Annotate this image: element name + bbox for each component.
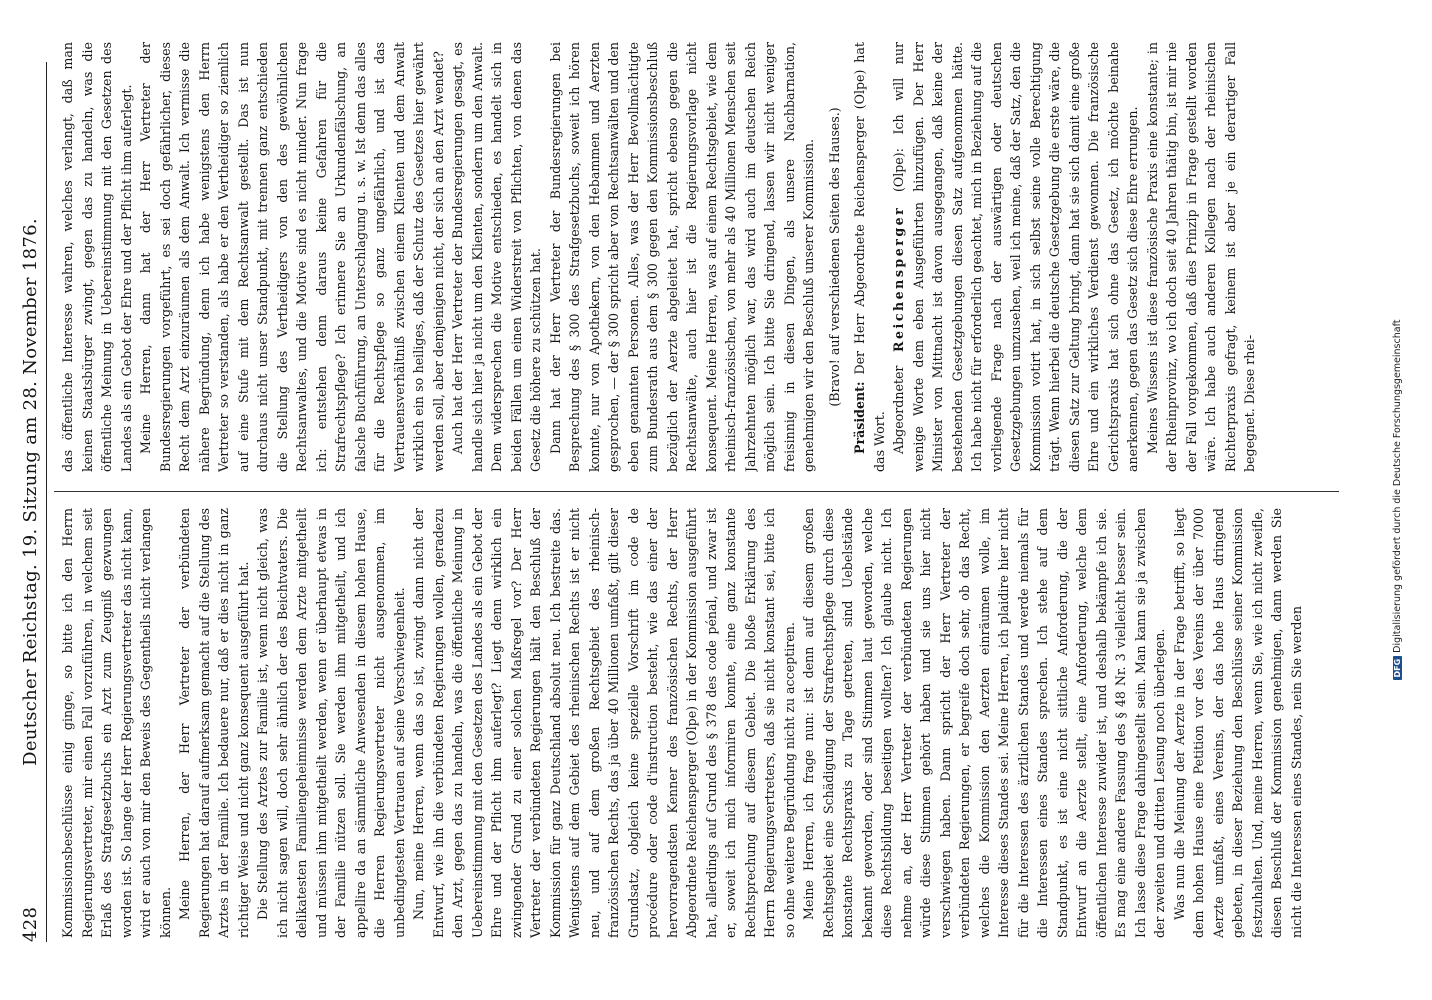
running-head xyxy=(20,42,44,942)
paragraph: Meine Herren, dann hat der Herr Vertreter der Bundesregierungen vorgeführt, es sei doch gefährlicher, dieses Recht dem Arzt einzuräumen als dem Anwalt. Ich vermisse die nähere Begründung, denn ich habe wenigstens den Herrn Vertreter so verstanden, als habe er den Vertheidiger so ziemlich auf eine Stufe mit dem Rechtsanwalt gestellt. Das ist nun durchaus nicht unser Standpunkt, mit trennen ganz entschieden die Stellung des Vertheidigers von den des gewöhnlichen Rechtsanwaltes, und die Motive sind es nicht minder. Nun frage ich: entstehen denn daraus keine Gefahren für die Strafrechtspflege? Ich erinnere Sie an Urkundenfälschung, an falsche Buchführung, an Unterschlagung u. s. w. Ist denn das alles für die Rechtspflege so ganz ungefährlich, und ist das Vertrauensverhältniß zwischen einem Klienten und dem Anwalt wirklich ein so heiliges, daß der Schutz des Gesetzes hier gewährt werden soll, aber demjenigen nicht, der sich an den Arzt wendet? xyxy=(138,42,446,472)
right-column xyxy=(58,42,1338,472)
paragraph: das öffentliche Interesse wahren, welches verlangt, daß man keinen Staatsbürger zwingt, gegen das zu handeln, was die öffentliche Meinung in Uebereinstimmung mit den Gesetzen des Landes als ein Gebot der Ehre und der Pflicht ihm auferlegt. xyxy=(60,42,134,472)
president-statement xyxy=(850,42,889,472)
dfg-logo: DFG xyxy=(1393,656,1402,681)
left-column xyxy=(58,508,1338,938)
paragraph: Meine Herren, der Herr Vertreter der verbündeten Regierungen hat darauf aufmerksam gemacht auf die Stellung des Arztes in der Familie. Ich bedauere nur, daß er dies nicht in ganz richtiger Weise und nicht ganz konsequent ausgeführt hat. xyxy=(177,508,251,938)
header-rule xyxy=(46,62,47,942)
speaker-intro: Abgeordneter xyxy=(891,365,906,454)
digitization-note xyxy=(1392,0,1403,1000)
paragraph: Meine Herren, ich frage nun: ist denn auf diesem großen Rechtsgebiet eine Schädigung der Strafrechtspflege durch diese konstante Rechtspraxis zu Tage getreten, sind Uebelstände bekannt geworden, oder sind Stimmen laut geworden, welche diese Rechtsbildung beseitigen wollten? Ich glaube nicht. Ich nehme an, der Herr Vertreter der verbündeten Regierungen würde diese Stimmen gehört haben und sie uns hier nicht verschwiegen haben. Dann spricht der Herr Vertreter der verbündeten Regierungen, er begreife doch sehr, ob das Recht, welches die Kommission den Aerzten einräumen wolle, im Interesse dieses Standes sei. Meine Herren, ich plaidire hier nicht für die Interessen des ärztlichen Standes und werde niemals für die Interessen eines Standes sprechen. Ich stehe auf dem Standpunkt, es ist eine nicht sittliche Anforderung, die der Entwurf an die Aerzte stellt, eine Anforderung, welche dem öffentlichen Interesse zuwider ist, und deshalb bekämpfe ich sie. Es mag eine andere Fassung des § 48 Nr. 3 vielleicht besser sein. Ich lasse diese Frage dahingestellt sein. Man kann sie ja zwischen der zweiten und dritten Lesung noch überlegen. xyxy=(801,508,1167,938)
paragraph: Die Stellung des Arztes zur Familie ist, wenn nicht gleich, was ich nicht sagen will, doch sehr ähnlich der des Beichtvaters. Die delikatesten Familiengeheimnisse werden dem Arzte mitgetheilt und müssen ihm mitgetheilt werden, wenn er überhaupt etwas in der Familie nützen soll. Sie werden ihm mitgetheilt, und ich appellire da an sämmtliche Anwesenden in diesem hohen Hause, die Herren Regierungsvertreter nicht ausgenommen, im unbedingtesten Vertrauen auf seine Verschwiegenheit. xyxy=(255,508,407,938)
page-number: 428 xyxy=(20,906,41,942)
paragraph: Nun, meine Herren, wenn das so ist, zwingt dann nicht der Entwurf, wie ihn die verbündeten Regierungen wollen, geradezu den Arzt, gegen das zu handeln, was die öffentliche Meinung in Uebereinstimmung mit den Gesetzen des Landes als ein Gebot der Ehre und der Pflicht ihm auferlegt? Liegt denn wirklich ein zwingender Grund zu einer solchen Maßregel vor? Der Herr Vertreter der verbündeten Regierungen hält den Beschluß der Kommission für ganz Deutschland absolut neu. Ich bestreite das. Wenigstens auf dem Gebiet des rheinischen Rechts ist er nicht neu, und auf dem großen Rechtsgebiet des rheinisch-französischen Rechts, das ja über 40 Millionen umfaßt, gilt dieser Grundsatz, obgleich keine spezielle Vorschrift im code de procédure oder code d'instruction besteht, wie das einer der hervorragendsten Kenner des französischen Rechts, der Herr Abgeordnete Reichensperger (Olpe) in der Kommission ausgeführt hat, allerdings auf Grund des § 378 des code pénal, und zwar ist er, soweit ich mich informiren konnte, eine ganz konstante Rechtsprechung auf diesem Gebiet. Die bloße Erklärung des Herrn Regierungsvertreters, daß sie nicht konstant sei, bitte ich so ohne weitere Begründung nicht zu acceptiren. xyxy=(411,508,797,938)
president-text: Der Herr Abgeordnete Reichensperger (Olpe) hat das Wort. xyxy=(852,42,887,472)
column-divider xyxy=(54,491,1339,492)
paragraph: Kommissionsbeschlüsse einig ginge, so bitte ich den Herrn Regierungsvertreter, mir einen Fall vorzuführen, in welchem seit Erlaß des Strafgesetzbuchs ein Arzt zum Zeugniß gezwungen worden ist. So lange der Herr Regierungsvertreter das nicht kann, wird er auch von mir den Beweis des Gegentheils nicht verlangen können. xyxy=(60,508,173,938)
applause-note: (Bravo! auf verschiedenen Seiten des Hauses.) xyxy=(826,107,842,407)
paragraph: Auch hat der Herr Vertreter der Bundesregierungen gesagt, es handle sich hier ja nicht um den Klienten, sondern um den Anwalt. Dem widersprechen die Motive entschieden, es handelt sich in beiden Fällen um einen Widerstreit von Pflichten, von denen das Gesetz die höhere zu schützen hat. xyxy=(450,42,543,472)
page-title: Deutscher Reichstag. 19. Sitzung am 28. November 1876. xyxy=(20,218,41,766)
paragraph: Dann hat der Herr Vertreter der Bundesregierungen bei Besprechung des § 300 des Strafgesetzbuchs, soweit ich hören konnte, nur von Apothekern, von den Hebammen und Aerzten gesprochen, — der § 300 spricht aber von Rechtsanwälten und den eben genannten Personen. Alles, was der Herr Bevollmächtigte zum Bundesrath aus dem § 300 gegen den Kommissionsbeschluß bezüglich der Aerzte abgeleitet hat, spricht ebenso gegen die Rechtsanwälte, auch hier ist die Regierungsvorlage nicht konsequent. Meine Herren, was auf einem Rechtsgebiet, wie dem rheinisch-französischen, von mehr als 40 Millionen Menschen seit Jahrzehnten möglich war, das wird auch im deutschen Reich möglich sein. Ich bitte Sie dringend, lassen wir nicht weniger freisinnig in diesen Dingen, als unsere Nachbarnation, genehmigen wir den Beschluß unserer Kommission. xyxy=(547,42,816,472)
digitization-text: Digitalisierung gefördert durch die Deutsche Forschungsgemeinschaft xyxy=(1392,319,1403,653)
paragraph: Was nun die Meinung der Aerzte in der Frage betrifft, so liegt dem hohen Hause eine Petition vor des Vereins der über 7000 Aerzte umfaßt, eines Vereins, der das hohe Haus dringend gebeten, in dieser Beziehung den Beschlüsse seiner Kommission festzuhalten. Und, meine Herren, wenn Sie, wie ich nicht zweifle, diesen Beschluß der Kommission genehmigen, dann werden Sie nicht die Interessen eines Standes, nein Sie werden xyxy=(1171,508,1304,938)
president-label: Präsident: xyxy=(852,381,867,454)
speaker-paragraph xyxy=(889,42,1143,472)
paragraph: Meines Wissens ist diese französische Praxis eine konstante; in der Rheinprovinz, wo ich doch seit 40 Jahren thätig bin, ist mir nie der Fall vorgekommen, daß dies Prinzip in Frage gestellt worden wäre. Ich habe auch anderen Kollegen nach der rheinischen Richterpraxis gefragt, keinem ist aber je ein derartiger Fall begegnet. Diese rhei- xyxy=(1144,42,1257,472)
speaker-text: (Olpe): Ich will nur wenige Worte dem eben Ausgeführten hinzufügen. Der Herr Minister von Mittnacht ist davon ausgegangen, daß keine der bestehenden Gesetzgebungen diesen Satz aufgenommen hätte. Ich habe nicht für erforderlich geachtet, mich in Beziehung auf die vorliegende Frage nach der auswärtigen oder deutschen Gesetzgebungen umzusehen, weil ich meine, daß der Satz, den die Kommission votirt hat, in sich selbst seine volle Berechtigung trägt. Wenn hierbei die deutsche Gesetzgebung die erste wäre, die diesen Satz zur Geltung bringt, dann hat sie sich damit eine große Ehre und ein wirkliches Verdienst gewonnen. Die französische Gerichtspraxis hat sich ohne das Gesetz, ich möchte beinahe anerkennen, gegen das Gesetz sich diese Ehre errungen. xyxy=(891,42,1140,472)
speaker-name: Reichensperger xyxy=(891,205,906,352)
